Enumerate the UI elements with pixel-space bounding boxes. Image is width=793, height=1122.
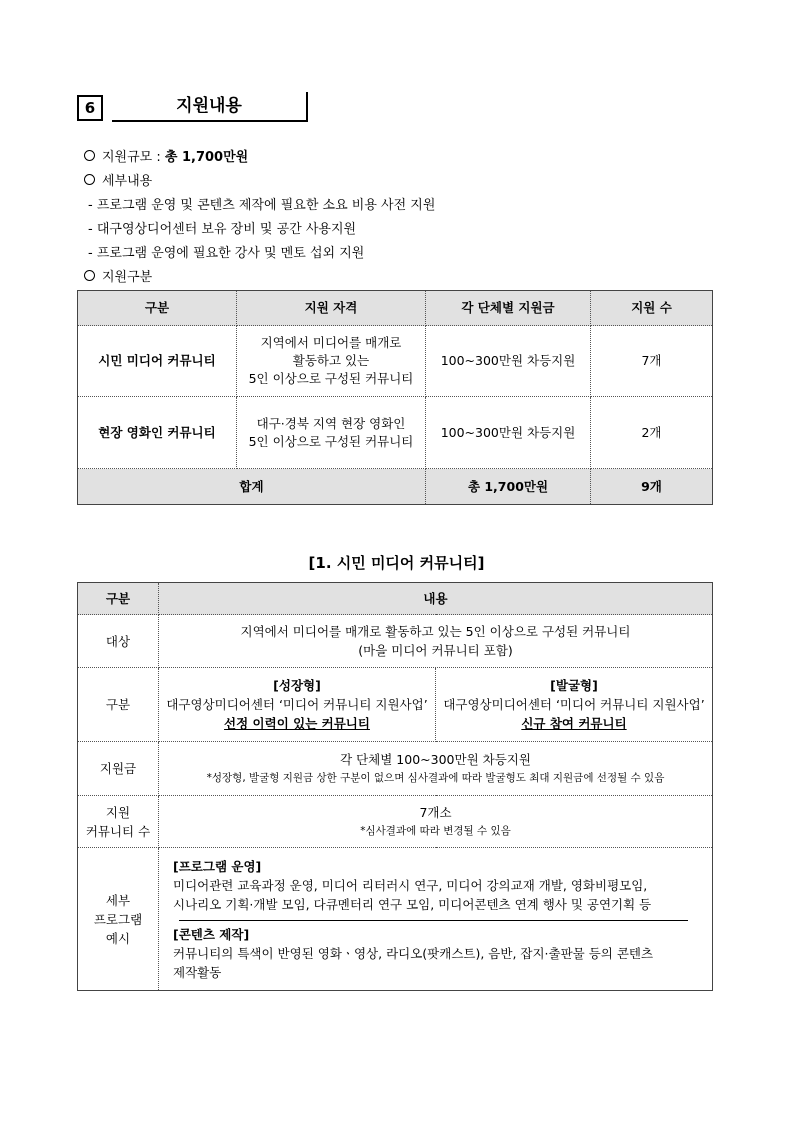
growth-type xyxy=(159,668,436,742)
program-op-title: [프로그램 운영] xyxy=(173,858,262,874)
target-line: (마을 미디어 커뮤니티 포함) xyxy=(358,643,513,658)
program-content-title: [콘텐츠 제작] xyxy=(173,926,250,942)
funding-line: 각 단체별 100~300만원 차등지원 xyxy=(340,751,531,767)
row-amount: 100~300만원 차등지원 xyxy=(426,397,591,469)
circle-bullet-icon xyxy=(84,270,95,281)
detail-item: - 프로그램 운영 및 콘텐츠 제작에 필요한 소요 비용 사전 지원 xyxy=(88,198,436,213)
category-label: 구분 xyxy=(78,668,159,742)
row-amount: 100~300만원 차등지원 xyxy=(426,326,591,397)
table-row xyxy=(78,397,713,469)
total-row xyxy=(78,469,713,505)
row-count: 7개 xyxy=(591,326,713,397)
target-line: 지역에서 미디어를 매개로 활동하고 있는 5인 이상으로 구성된 커뮤니티 xyxy=(240,624,631,639)
section-title: 지원내용 xyxy=(112,92,308,122)
row-qualification xyxy=(237,397,426,469)
funding-row xyxy=(78,742,713,796)
program-label xyxy=(78,848,159,991)
total-amount: 총 1,700만원 xyxy=(426,469,591,505)
count-note: *심사결과에 따라 변경될 수 있음 xyxy=(360,824,511,837)
bullet-scale xyxy=(84,146,248,165)
program-op-line: 시나리오 기획·개발 모임, 다큐멘터리 연구 모임, 미디어콘텐츠 연계 행사 및 공연기획 등 xyxy=(173,896,652,912)
support-category-table xyxy=(77,290,713,505)
funding-content xyxy=(159,742,713,796)
qual-line: 5인 이상으로 구성된 커뮤니티 xyxy=(248,371,414,386)
funding-label: 지원금 xyxy=(78,742,159,796)
count-content xyxy=(159,796,713,848)
count-label-line: 커뮤니티 수 xyxy=(85,823,151,839)
program-content-line: 제작활동 xyxy=(173,964,222,980)
qual-line: 지역에서 미디어를 매개로 xyxy=(260,335,402,350)
qual-line: 활동하고 있는 xyxy=(292,353,370,368)
growth-emphasis: 선정 이력이 있는 커뮤니티 xyxy=(224,716,370,731)
section-number: 6 xyxy=(77,95,103,121)
program-content-line: 커뮤니티의 특색이 반영된 영화ㆍ영상, 라디오(팟캐스트), 음반, 잡지·출판물 등의 콘텐츠 xyxy=(173,945,654,961)
discover-type xyxy=(436,668,713,742)
program-row xyxy=(78,848,713,991)
table-header: 구분 xyxy=(78,291,237,326)
table-header: 지원 수 xyxy=(591,291,713,326)
bullet-detail xyxy=(84,170,152,189)
program-label-line: 예시 xyxy=(105,930,131,946)
detail-label: 세부내용 xyxy=(102,174,153,189)
total-label: 합계 xyxy=(78,469,426,505)
discover-title: [발굴형] xyxy=(550,678,598,693)
table-header: 내용 xyxy=(159,583,713,615)
scale-label: 지원규모 : xyxy=(102,150,161,165)
count-label xyxy=(78,796,159,848)
program-content xyxy=(159,848,713,991)
table-header: 지원 자격 xyxy=(237,291,426,326)
row-name: 시민 미디어 커뮤니티 xyxy=(98,353,216,368)
table-row xyxy=(78,326,713,397)
growth-line: 대구영상미디어센터 ‘미디어 커뮤니티 지원사업’ xyxy=(166,697,428,712)
target-label: 대상 xyxy=(78,615,159,668)
target-content xyxy=(159,615,713,668)
count-value: 7개소 xyxy=(419,804,452,820)
table-header: 구분 xyxy=(78,583,159,615)
scale-value: 총 1,700만원 xyxy=(164,150,249,165)
total-count: 9개 xyxy=(591,469,713,505)
target-row xyxy=(78,615,713,668)
discover-emphasis: 신규 참여 커뮤니티 xyxy=(521,716,627,731)
qual-line: 대구·경북 지역 현장 영화인 xyxy=(256,415,406,431)
detail-item: - 대구영상디어센터 보유 장비 및 공간 사용지원 xyxy=(88,222,357,237)
discover-line: 대구영상미디어센터 ‘미디어 커뮤니티 지원사업’ xyxy=(443,697,705,712)
divider xyxy=(179,920,688,921)
funding-note: *성장형, 발굴형 지원금 상한 구분이 없으며 심사결과에 따라 발굴형도 최대 지원금에 선정될 수 있음 xyxy=(206,771,665,784)
category-label: 지원구분 xyxy=(102,270,153,285)
row-name: 현장 영화인 커뮤니티 xyxy=(98,424,216,440)
bullet-category xyxy=(84,266,152,285)
table-header: 각 단체별 지원금 xyxy=(426,291,591,326)
growth-title: [성장형] xyxy=(273,678,321,693)
count-label-line: 지원 xyxy=(105,804,131,820)
detail-item: - 프로그램 운영에 필요한 강사 및 멘토 섭외 지원 xyxy=(88,246,365,261)
sub-section-title: [1. 시민 미디어 커뮤니티] xyxy=(308,554,485,572)
qual-line: 5인 이상으로 구성된 커뮤니티 xyxy=(248,433,414,449)
program-label-line: 세부 xyxy=(105,892,131,908)
circle-bullet-icon xyxy=(84,150,95,161)
citizen-media-table xyxy=(77,582,713,991)
program-label-line: 프로그램 xyxy=(93,911,143,927)
circle-bullet-icon xyxy=(84,174,95,185)
program-op-line: 미디어관련 교육과정 운영, 미디어 리터러시 연구, 미디어 강의교재 개발, 영화비평모임, xyxy=(173,877,648,893)
row-qualification xyxy=(237,326,426,397)
row-count: 2개 xyxy=(591,397,713,469)
category-row xyxy=(78,668,713,742)
count-row xyxy=(78,796,713,848)
